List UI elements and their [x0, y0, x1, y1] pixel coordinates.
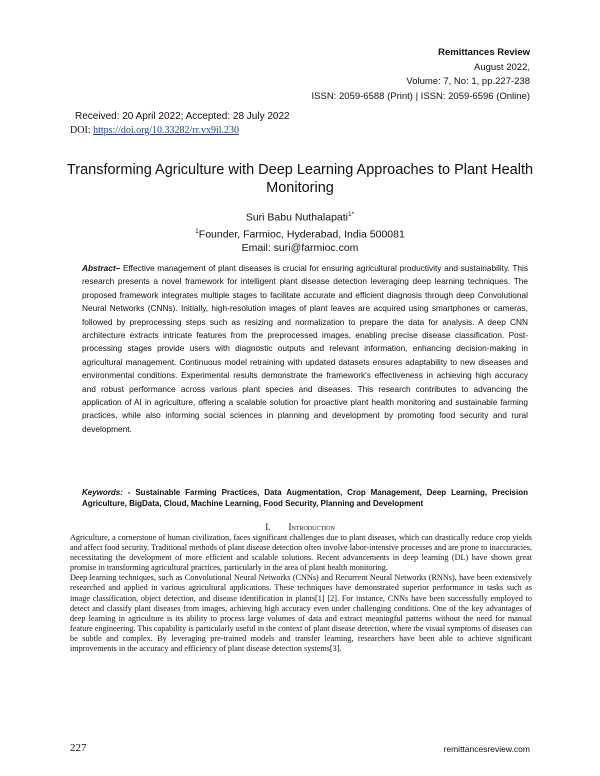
section-heading: [0, 522, 600, 533]
introduction-body: [70, 533, 532, 654]
abstract-label: Abstract–: [82, 263, 121, 273]
volume-info: Volume: 7, No: 1, pp.227-238: [406, 76, 530, 87]
section-number: I.: [265, 522, 271, 532]
body-paragraph: Deep learning techniques, such as Convolutional Neural Networks (CNNs) and Recurrent Neural Networks (RNNs), have been extensively researched and applied in various agricultural applications. These techniques have demonstrated superior performance in tasks such as image classification, object detection, and disease identification in plants[1] [2]. For instance, CNNs have been successfully employed to detect and classify plant diseases from images, achieving high accuracy even under challenging conditions. One of the key advantages of deep learning in agriculture is its ability to process large volumes of data and extract meaningful patterns without the need for manual feature engineering. This capability is particularly useful in the context of plant disease detection, where the visual symptoms of diseases can be subtle and complex. By leveraging pre-trained models and transfer learning, researchers have been able to achieve significant improvements in the accuracy and efficiency of plant disease detection systems[3].: [70, 573, 532, 654]
author-email: Email: suri@farmioc.com: [241, 242, 359, 254]
received-accepted-dates: Received: 20 April 2022; Accepted: 28 July 2022: [75, 111, 290, 122]
paper-title: Transforming Agriculture with Deep Learning Approaches to Plant Health Monitoring: [66, 162, 534, 196]
issn-info: ISSN: 2059-6588 (Print) | ISSN: 2059-6596 (Online): [311, 90, 530, 102]
keywords: [82, 487, 528, 509]
author-name-line: [0, 208, 600, 225]
footer-site: remittancesreview.com: [443, 744, 530, 754]
keywords-label: Keywords:: [82, 488, 123, 497]
journal-header: [312, 46, 530, 104]
affiliation-line: [0, 225, 600, 242]
author-name: Suri Babu Nuthalapati: [245, 211, 348, 224]
doi-link[interactable]: https://doi.org/10.33282/rr.vx9il.230: [93, 125, 239, 136]
body-paragraph: Agriculture, a cornerstone of human civilization, faces significant challenges due to plant diseases, which can drastically reduce crop yields and affect food security. Traditional methods of plant disease detection often involve labor-intensive processes and are prone to inaccuracies, necessitating the development of more efficient and scalable solutions. Recent advancements in deep learning (DL) have shown great promise in transforming agricultural practices, particularly in the area of plant health monitoring.: [70, 533, 532, 573]
author-block: [0, 208, 600, 255]
abstract-text: Effective management of plant diseases is crucial for ensuring agricultural productivity and sustainability. This research presents a novel framework for intelligent plant disease detection leveraging deep learning techniques. The proposed framework integrates multiple stages to facilitate accurate and efficient diagnosis through deep Convolutional Neural Networks (CNNs). Initially, high-resolution images of plant leaves are acquired using smartphones or cameras, followed by preprocessing steps such as resizing and normalization to prepare the data for analysis. A deep CNN architecture extracts intricate features from the preprocessed images, enabling precise disease classification. Post-processing stages provide users with diagnostic outputs and relevant information, enhancing decision-making in agricultural management. Continuous model retraining with updated datasets ensures adaptability to new diseases and environmental conditions. Experimental results demonstrate the framework's effectiveness in achieving high accuracy and robust performance across various plant species and diseases. This research contributes to advancing the application of AI in agriculture, offering a scalable solution for proactive plant health monitoring and sustainable farming practices, while also informing social sciences in planning and development by promoting food security and rural development.: [82, 263, 528, 434]
abstract: [82, 262, 528, 436]
affiliation-sup: 1: [195, 227, 199, 235]
affiliation: Founder, Farmioc, Hyderabad, India 500081: [198, 228, 405, 240]
section-title: Introduction: [288, 522, 335, 532]
page-number: 227: [70, 742, 87, 754]
issue-date: August 2022,: [474, 61, 530, 73]
doi-label: DOI:: [70, 125, 91, 136]
doi-line: [70, 124, 239, 137]
keywords-text: - Sustainable Farming Practices, Data Augmentation, Crop Management, Deep Learning, Precision Agriculture, BigData, Cloud, Machine Learning, Food Security, Planning and Development: [82, 488, 528, 508]
author-name-sup: 1*: [348, 211, 355, 218]
journal-name: Remittances Review: [438, 47, 530, 58]
